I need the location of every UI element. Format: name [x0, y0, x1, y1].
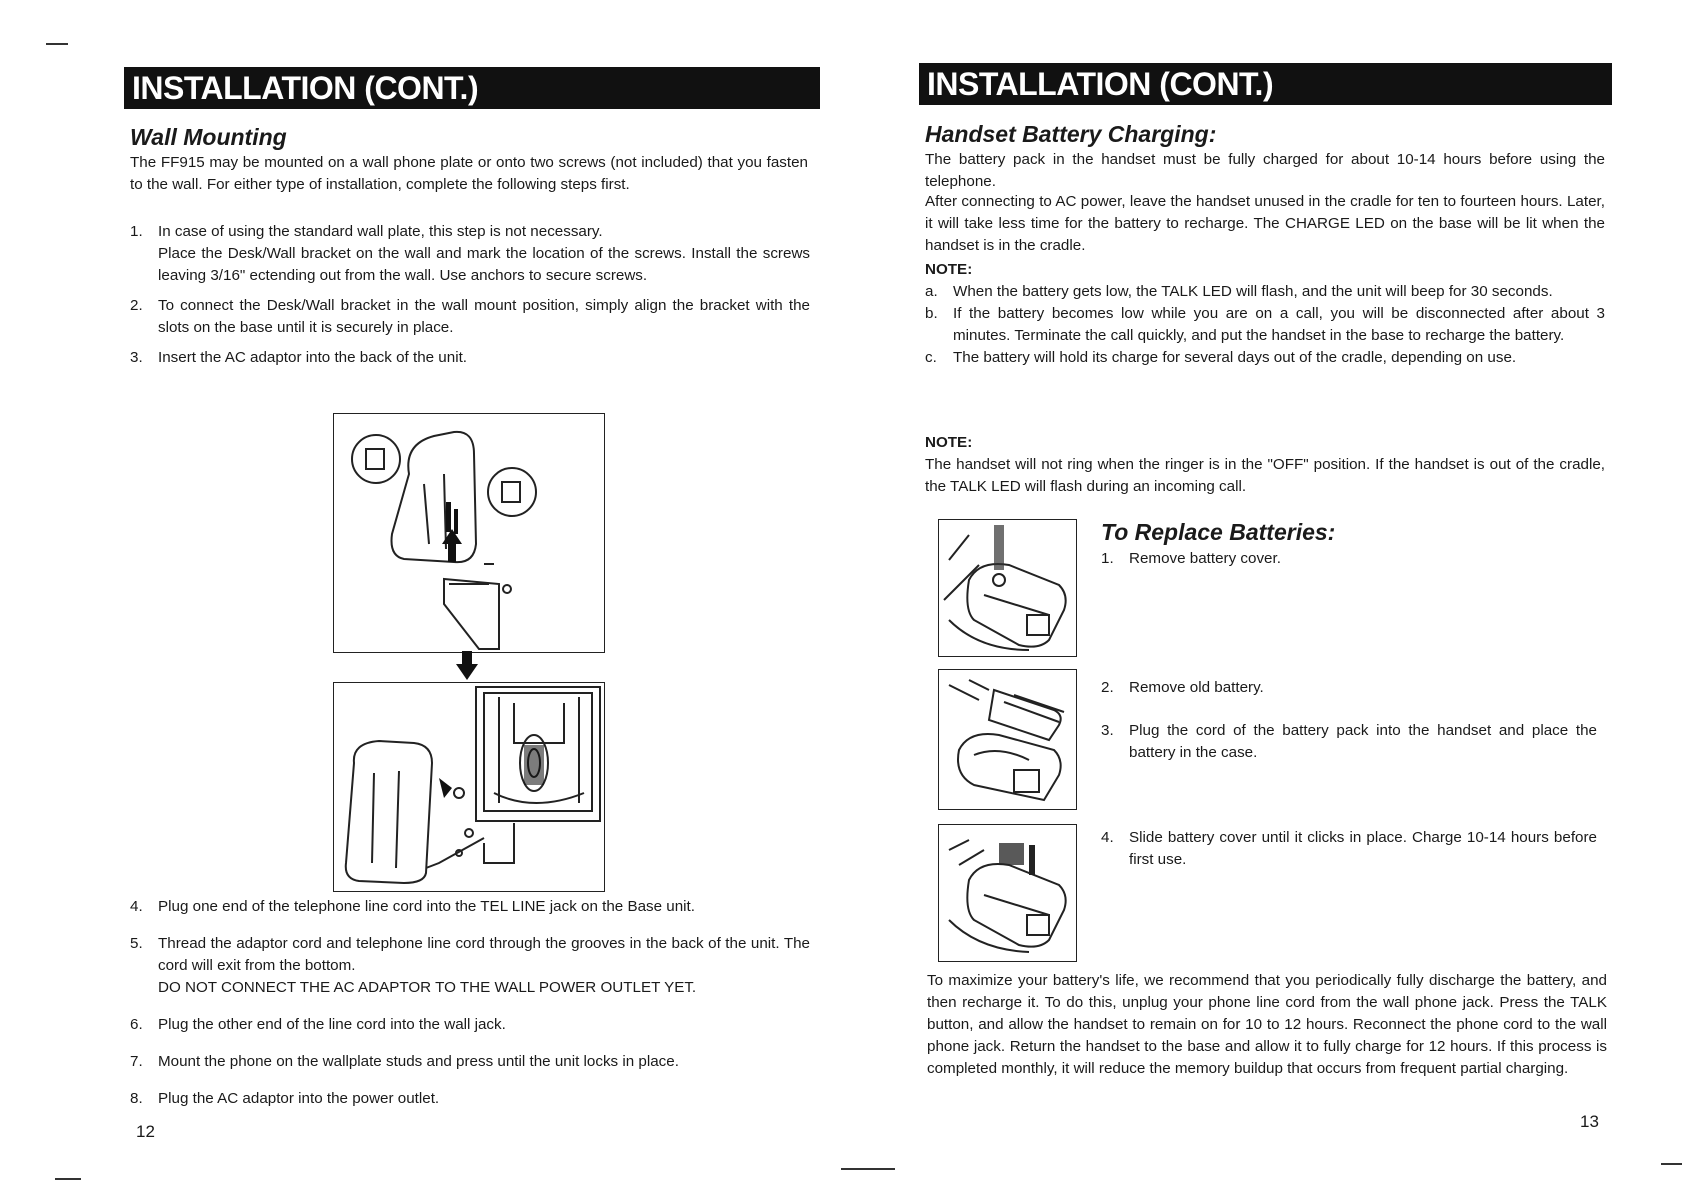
steps-list-bottom — [130, 896, 810, 1110]
scan-mark — [46, 43, 68, 45]
step-text: Plug the other end of the line cord into the wall jack. — [158, 1016, 506, 1033]
note-label: NOTE: — [925, 261, 973, 278]
replace-steps-2-3 — [1101, 677, 1597, 764]
list-item — [1101, 827, 1597, 871]
section-heading: Handset Battery Charging: — [925, 121, 1217, 147]
battery-pack-illustration — [939, 670, 1076, 809]
page-number: 13 — [1580, 1112, 1599, 1131]
scan-mark — [1661, 1163, 1682, 1165]
step-number: 4. — [1101, 829, 1114, 846]
step-text: In case of using the standard wall plate, this step is not necessary. — [158, 223, 603, 240]
list-item — [130, 933, 810, 999]
notes-list — [925, 281, 1605, 369]
step-number: 1. — [1101, 550, 1114, 567]
list-item — [130, 1014, 810, 1036]
step-number: 3. — [1101, 722, 1114, 739]
list-item — [925, 281, 1605, 303]
replace-step-4 — [1101, 827, 1597, 871]
list-item — [130, 1088, 810, 1110]
note-text: When the battery gets low, the TALK LED will flash, and the unit will beep for 30 seconds. — [953, 283, 1553, 300]
steps-list-top — [130, 221, 810, 369]
step-number: 5. — [130, 935, 143, 952]
list-item — [130, 896, 810, 918]
step-number: 2. — [130, 297, 143, 314]
list-item — [130, 347, 810, 369]
page-number: 12 — [136, 1122, 155, 1141]
charging-paragraph-2: After connecting to AC power, leave the handset unused in the cradle for ten to fourteen hours. Later, it will take less time for the battery to recharge. The CHARGE LED on the base will be lit when the handset is in the cradle. — [925, 193, 1605, 254]
step-text: Remove battery cover. — [1129, 550, 1281, 567]
step-text: Plug one end of the telephone line cord into the TEL LINE jack on the Base unit. — [158, 898, 695, 915]
section-banner: INSTALLATION (CONT.) — [124, 67, 820, 109]
figure-wall-mount — [333, 682, 605, 892]
figure-bracket-attach — [333, 413, 605, 653]
section-banner: INSTALLATION (CONT.) — [919, 63, 1612, 105]
arrow-shaft — [462, 651, 472, 665]
step-text: Insert the AC adaptor into the back of the unit. — [158, 349, 468, 366]
charging-paragraph-1: The battery pack in the handset must be fully charged for about 10-14 hours before using the telephone. — [925, 151, 1605, 190]
ringer-note: The handset will not ring when the ringer is in the "OFF" position. If the handset is out of the cradle, the TALK LED will flash during an incoming call. — [925, 456, 1605, 495]
figure-slide-cover — [938, 824, 1077, 962]
step-text: Thread the adaptor cord and telephone line cord through the grooves in the back of the unit. The cord will exit from the bottom. — [158, 935, 810, 974]
replace-batteries-heading: To Replace Batteries: — [1101, 519, 1336, 545]
step-text-2: Place the Desk/Wall bracket on the wall and mark the location of the screws. Install the screws leaving 3/16" ectending out from the wall. Use anchors to secure screws. — [158, 245, 810, 284]
step-number: 2. — [1101, 679, 1114, 696]
step-number: 8. — [130, 1090, 143, 1107]
note-text: The battery will hold its charge for several days out of the cradle, depending on use. — [953, 349, 1517, 366]
note-letter: b. — [925, 305, 938, 322]
figure-remove-battery — [938, 669, 1077, 810]
down-arrow-icon — [456, 664, 478, 680]
list-item — [925, 347, 1605, 369]
scan-mark — [55, 1178, 81, 1180]
step-text: Slide battery cover until it clicks in place. Charge 10-14 hours before first use. — [1129, 829, 1597, 868]
step-text: Remove old battery. — [1129, 679, 1264, 696]
note-text: If the battery becomes low while you are on a call, you will be disconnected after about 3 minutes. Terminate the call quickly, and put the handset in the base to recharge the battery. — [953, 305, 1605, 344]
section-heading: Wall Mounting — [130, 124, 287, 150]
list-item — [1101, 720, 1597, 764]
list-item — [130, 1051, 810, 1073]
battery-cover-illustration — [939, 520, 1076, 656]
replace-step-1 — [1101, 548, 1597, 570]
list-item — [1101, 677, 1597, 699]
list-item — [130, 295, 810, 339]
step-number: 7. — [130, 1053, 143, 1070]
note-letter: c. — [925, 349, 937, 366]
step-text: To connect the Desk/Wall bracket in the wall mount position, simply align the bracket with the slots on the base until it is securely in place. — [158, 297, 810, 336]
step-number: 3. — [130, 349, 143, 366]
intro-paragraph: The FF915 may be mounted on a wall phone plate or onto two screws (not included) that you fasten to the wall. For either type of installation, complete the following steps first. — [130, 154, 808, 193]
step-text-2: DO NOT CONNECT THE AC ADAPTOR TO THE WALL POWER OUTLET YET. — [158, 979, 697, 996]
cover-slide-illustration — [939, 825, 1076, 961]
figure-remove-cover — [938, 519, 1077, 657]
step-number: 1. — [130, 223, 143, 240]
wall-mount-illustration — [334, 683, 604, 891]
step-text: Plug the AC adaptor into the power outlet. — [158, 1090, 440, 1107]
scan-mark — [841, 1168, 895, 1170]
bracket-illustration — [334, 414, 604, 652]
right-page — [841, 0, 1682, 1190]
step-number: 6. — [130, 1016, 143, 1033]
note-label: NOTE: — [925, 434, 973, 451]
list-item — [925, 303, 1605, 347]
list-item — [1101, 548, 1597, 570]
step-text: Mount the phone on the wallplate studs and press until the unit locks in place. — [158, 1053, 679, 1070]
list-item — [130, 221, 810, 287]
step-number: 4. — [130, 898, 143, 915]
step-text: Plug the cord of the battery pack into the handset and place the battery in the case. — [1129, 722, 1597, 761]
battery-life-paragraph: To maximize your battery's life, we recommend that you periodically fully discharge the battery, and then recharge it. To do this, unplug your phone line cord from the wall phone jack. Press the TALK button, and allow the handset to remain on for 10 to 12 hours. Reconnect the phone cord to the wall phone jack. Return the handset to the base and allow it to fully charge for 12 hours. If this process is completed monthly, it will reduce the memory buildup that occurs from frequent partial charging. — [927, 972, 1607, 1077]
note-letter: a. — [925, 283, 938, 300]
